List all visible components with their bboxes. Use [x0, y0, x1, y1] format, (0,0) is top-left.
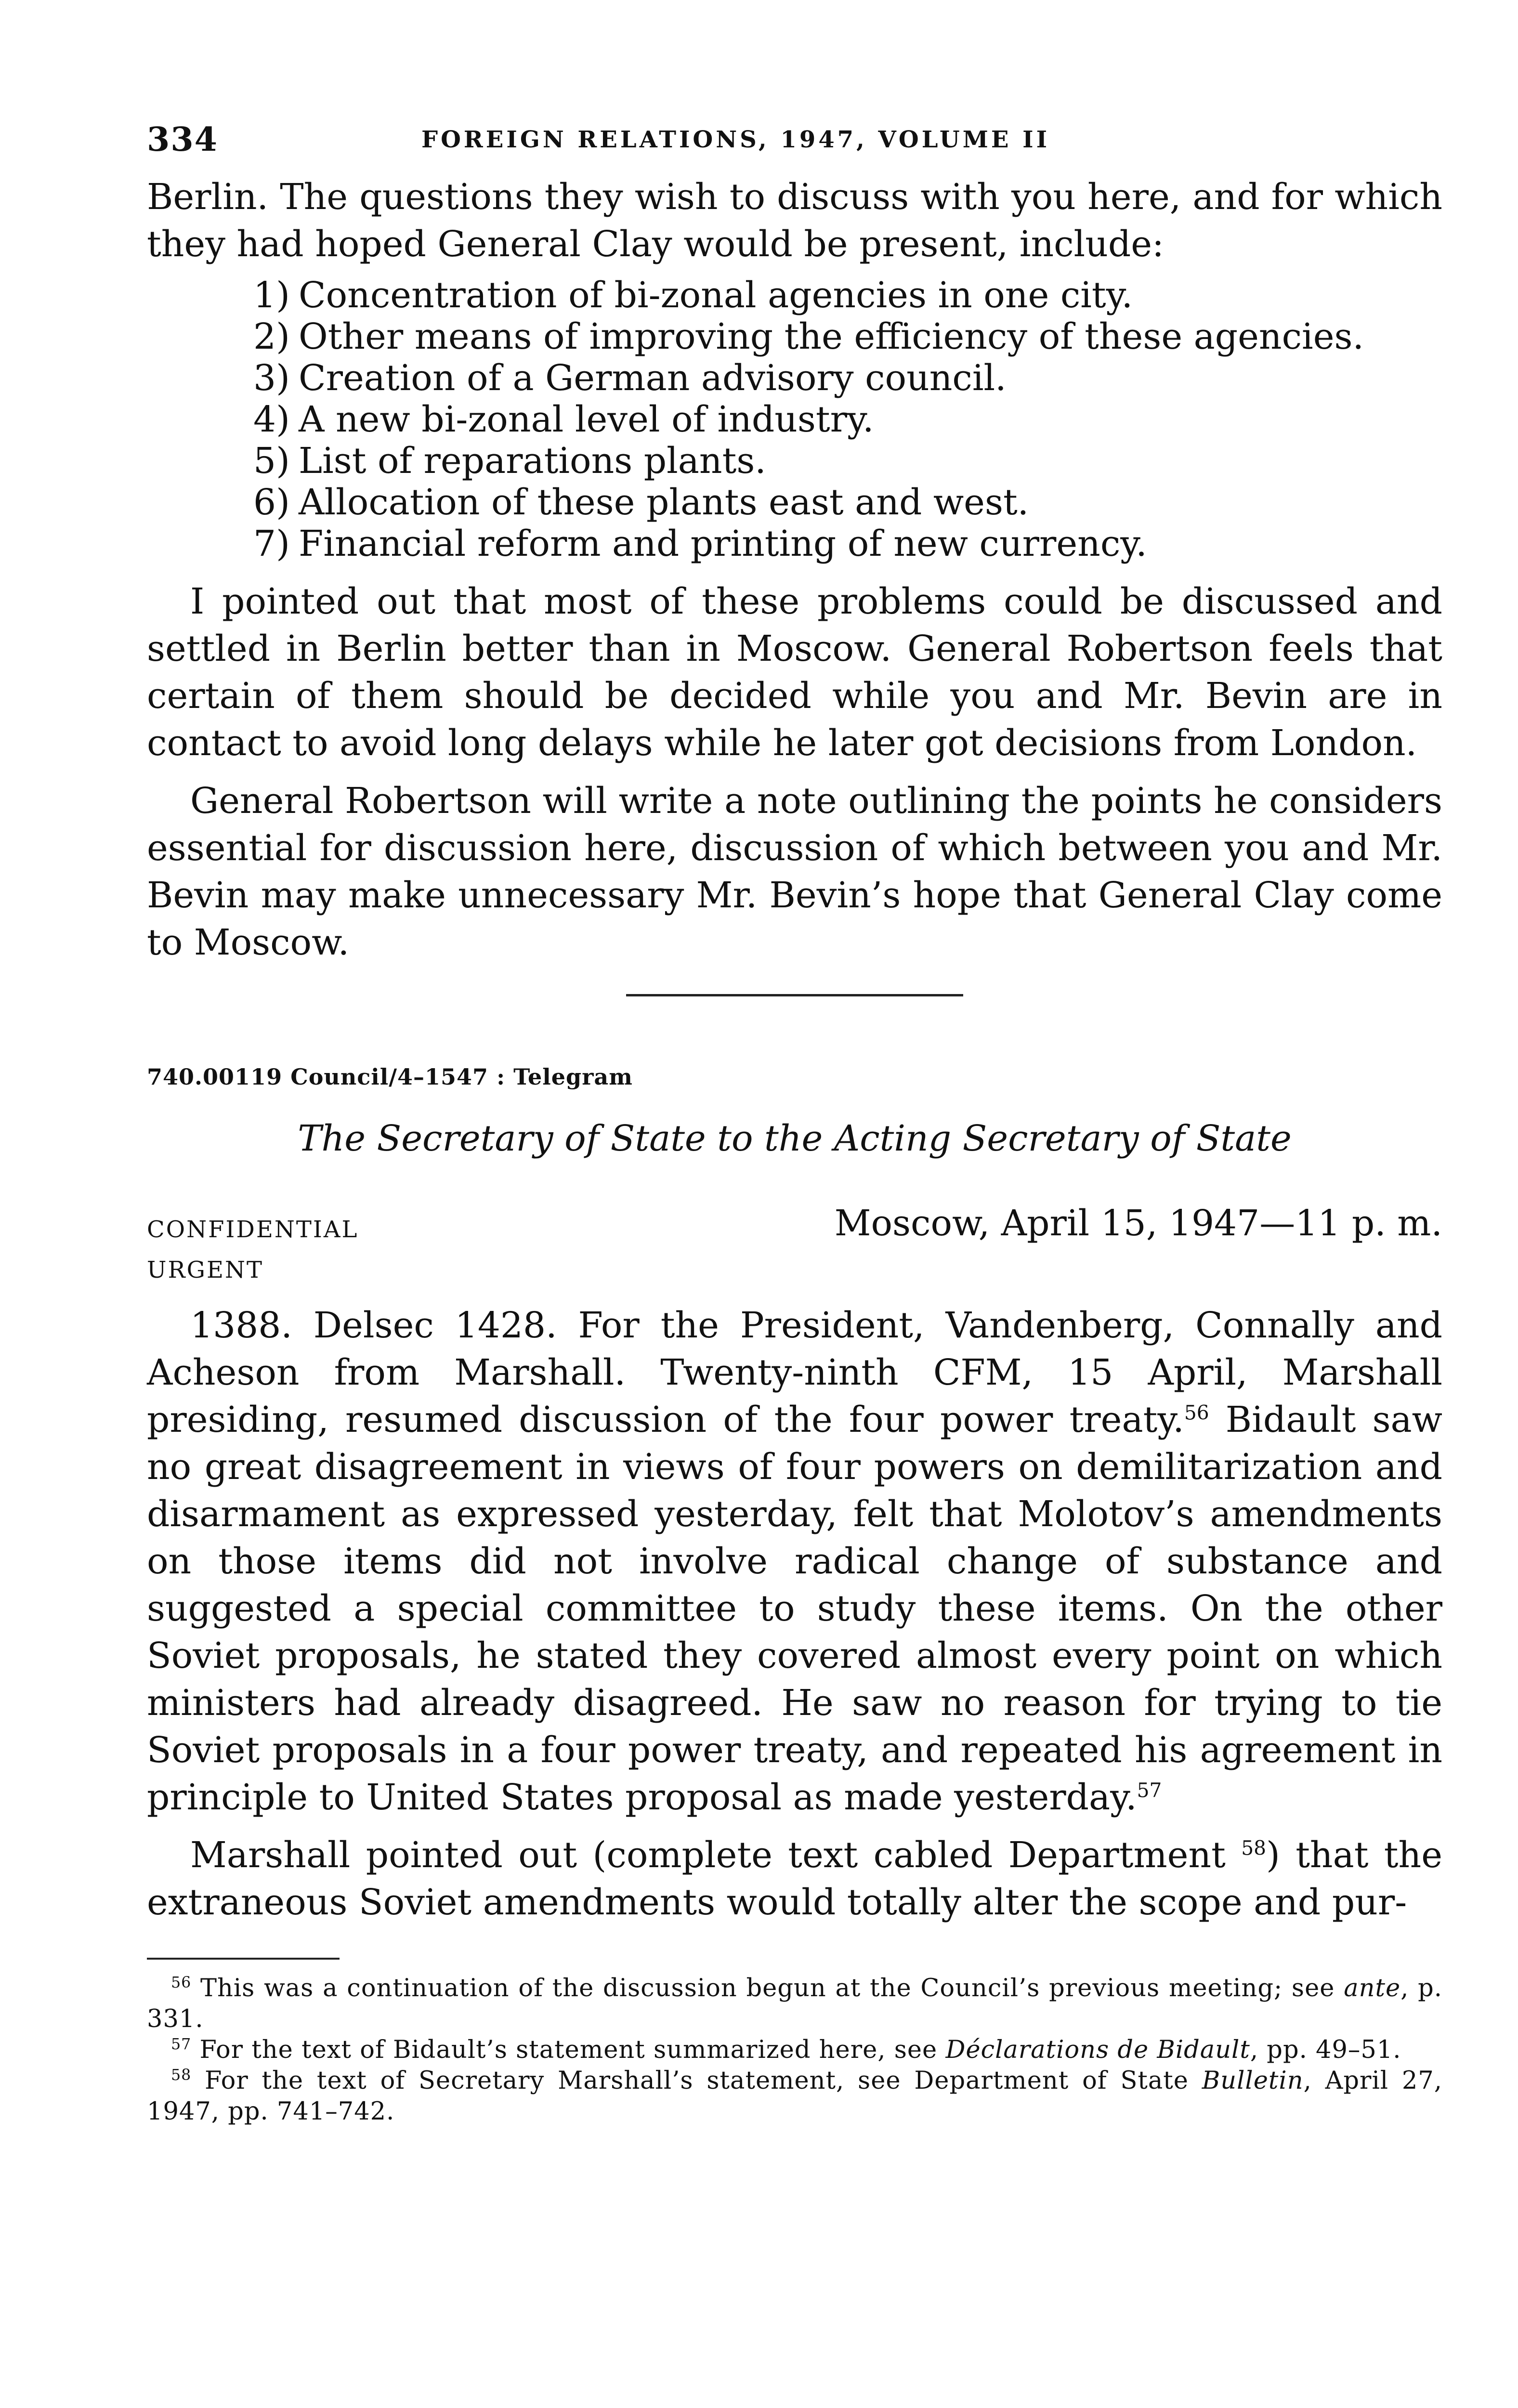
footnote-italic: Bulletin [1202, 2067, 1304, 2095]
list-item-text: Other means of improving the efficiency of these agencies. [299, 316, 1364, 357]
list-item [147, 482, 1442, 523]
telegram-text: Marshall pointed out (complete text cabled Department [190, 1834, 1242, 1876]
list-item-number: 1) [253, 275, 290, 316]
telegram-paragraph-2 [147, 1832, 1442, 1926]
footnote-ref: 58 [1241, 1836, 1266, 1860]
running-head [147, 120, 1442, 173]
footnote-italic: Déclarations de Bidault [945, 2036, 1250, 2064]
footnote-text: , pp. 49–51. [1250, 2036, 1401, 2064]
list-item-text: Concentration of bi-zonal agencies in one city. [299, 275, 1133, 316]
file-reference: 740.00119 Council/4–1547 : Telegram [147, 1064, 633, 1090]
telegram-text: ) that the extraneous Soviet amendments would totally alter the scope and pur- [147, 1834, 1442, 1923]
footnote-text: , April 27, 1947, pp. 741–742. [147, 2067, 1442, 2126]
telegram-paragraph-1 [147, 1302, 1442, 1821]
footnote-mark: 58 [171, 2067, 192, 2084]
footnote [147, 2066, 1442, 2127]
list-item-text: A new bi-zonal level of industry. [299, 399, 874, 440]
list-item [147, 275, 1442, 316]
section-divider [626, 994, 963, 996]
list-item-number: 7) [253, 523, 290, 564]
footnote-ref: 57 [1137, 1779, 1162, 1802]
telegram-text: Bidault saw no great disagreement in views of four powers on demilitarization and disarmament as expressed yesterday, felt that Molotov’s amendments on those items did not involve radical change of substance and suggested a special committee to study these items. On the other Soviet proposals, he stated they covered almost every point on which ministers had already disagreed. He saw no reason for trying to tie Soviet proposals in a four power treaty, and repeated his agreement in principle to United States proposal as made yesterday. [147, 1399, 1442, 1818]
dateline-row [147, 1203, 1442, 1247]
list-item-text: Creation of a German advisory council. [299, 357, 1007, 399]
book-page [147, 120, 1442, 2127]
footnote-rule [147, 1958, 340, 1960]
list-item-text: Allocation of these plants east and west. [299, 482, 1029, 523]
paragraph-robertson-note: General Robertson will write a note outlining the points he considers essential for discussion here, discussion of which between you and Mr. Bevin may make unnecessary Mr. Bevin’s hope that General Clay come to Moscow. [147, 780, 1442, 963]
list-item-text: List of reparations plants. [299, 440, 766, 482]
list-item-number: 6) [253, 482, 290, 523]
page-number: 334 [147, 120, 218, 159]
footnote-text: For the text of Bidault’s statement summarized here, see [191, 2036, 946, 2064]
list-item [147, 399, 1442, 440]
telegram-text: 1388. Delsec 1428. For the President, Vandenberg, Connally and Acheson from Marshall. Twenty-ninth CFM, 15 April, Marshall presiding, resumed discussion of the four power treaty. [147, 1305, 1442, 1440]
urgency-label: URGENT [147, 1256, 263, 1283]
running-title: FOREIGN RELATIONS, 1947, VOLUME II [421, 126, 1050, 153]
list-item-number: 3) [253, 357, 290, 399]
footnote-mark: 56 [171, 1974, 192, 1991]
numbered-list [147, 275, 1442, 564]
footnote-text: For the text of Secretary Marshall’s statement, see Department of State [191, 2067, 1202, 2095]
footnote [147, 2035, 1442, 2066]
list-item [147, 357, 1442, 399]
paragraph-berlin-discussion: I pointed out that most of these problems could be discussed and settled in Berlin better than in Moscow. General Robertson feels that certain of them should be decided while you and Mr. Bevin are in contact to avoid long delays while he later got decisions from London. [147, 581, 1442, 764]
footnote-text: , p. 331. [147, 1974, 1442, 2033]
list-item-number: 2) [253, 316, 290, 357]
classification-label: CONFIDENTIAL [147, 1216, 359, 1243]
footnote [147, 1973, 1442, 2035]
list-item-text: Financial reform and printing of new currency. [299, 523, 1147, 564]
footnote-ref: 56 [1184, 1401, 1209, 1425]
intro-paragraph: Berlin. The questions they wish to discuss with you here, and for which they had hoped General Clay would be present, include: [147, 176, 1442, 265]
list-item [147, 523, 1442, 564]
footnote-italic: ante [1344, 1974, 1401, 2002]
list-item-number: 4) [253, 399, 290, 440]
document-title: The Secretary of State to the Acting Secretary of State [298, 1118, 1292, 1159]
list-item [147, 316, 1442, 357]
list-item [147, 440, 1442, 482]
list-item-number: 5) [253, 440, 290, 482]
footnote-mark: 57 [171, 2036, 192, 2053]
footnote-text: This was a continuation of the discussion begun at the Council’s previous meeting; see [191, 1974, 1344, 2002]
dateline: Moscow, April 15, 1947—11 p. m. [834, 1203, 1442, 1244]
